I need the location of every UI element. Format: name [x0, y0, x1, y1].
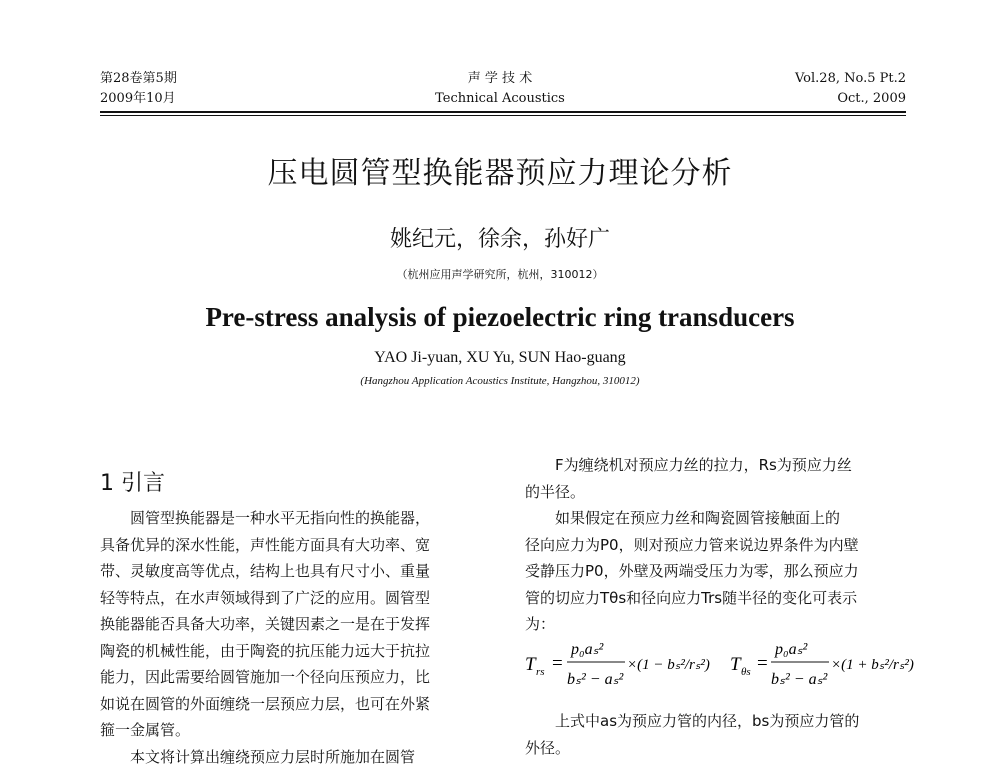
formula-factor1: ×(1 − bₛ²/rₛ²): [627, 657, 710, 673]
formula-lhs2: T: [730, 654, 742, 675]
left-line: 具备优异的深水性能，声性能方面具有大功率、宽: [100, 532, 500, 559]
journal-date: 2009年10月: [100, 90, 176, 108]
right-line: 径向应力为P0，则对预应力管来说边界条件为内壁: [525, 532, 915, 559]
right-column: [525, 452, 915, 638]
affiliation-cn: （杭州应用声学研究所，杭州，310012）: [0, 266, 1000, 282]
left-line: 圆管型换能器是一种水平无指向性的换能器，: [100, 505, 500, 532]
right-line: F为缠绕机对预应力丝的拉力，Rs为预应力丝: [525, 452, 915, 479]
formula-numerator1: p₀aₛ²: [570, 641, 605, 658]
right-line: 管的切应力Tθs和径向应力Trs随半径的变化可表示: [525, 585, 915, 612]
affiliation-en: (Hangzhou Application Acoustics Institute, Hangzhou, 310012): [0, 375, 1000, 387]
left-line: 本文将计算出缠绕预应力层时所施加在圆管: [100, 744, 500, 770]
header-rule-thin: [100, 115, 906, 116]
left-line: 陶瓷的机械性能，由于陶瓷的抗压能力远大于抗拉: [100, 638, 500, 665]
left-line: 能力，因此需要给圆管施加一个径向压预应力，比: [100, 664, 500, 691]
paper-title-cn: 压电圆管型换能器预应力理论分析: [0, 148, 1000, 192]
left-line: 如说在圆管的外面缠绕一层预应力层，也可在外紧: [100, 691, 500, 718]
header-rule-thick: [100, 111, 906, 113]
right-line: 受静压力P0，外壁及两端受压力为零，那么预应力: [525, 558, 915, 585]
formula-eq2: =: [757, 653, 768, 674]
authors-cn: 姚纪元，徐余，孙好广: [0, 222, 1000, 253]
formula-numerator2: p₀aₛ²: [774, 641, 809, 658]
formula-lhs2-sub: θs: [741, 666, 751, 678]
authors-en: YAO Ji-yuan, XU Yu, SUN Hao-guang: [0, 349, 1000, 367]
formula-denominator2: bₛ² − aₛ²: [771, 671, 829, 688]
section-heading-introduction: 1 引言: [100, 466, 165, 497]
journal-title-cn: 声 学 技 术: [0, 70, 1000, 88]
journal-date-en: Oct., 2009: [837, 90, 906, 108]
right-line: 如果假定在预应力丝和陶瓷圆管接触面上的: [525, 505, 915, 532]
left-line: 带、灵敏度高等优点，结构上也具有尺寸小、重量: [100, 558, 500, 585]
right-column-continued: [525, 708, 915, 761]
formula-factor2: ×(1 + bₛ²/rₛ²): [831, 657, 914, 673]
right-line: 为：: [525, 611, 915, 638]
formula-lhs1: T: [525, 654, 537, 675]
left-line: 轻等特点，在水声领域得到了广泛的应用。圆管型: [100, 585, 500, 612]
journal-volume-issue: 第28卷第5期: [100, 70, 177, 88]
left-line: 换能器能否具备大功率，关键因素之一是在于发挥: [100, 611, 500, 638]
formula-eq1: =: [552, 653, 563, 674]
left-line: 箍一金属管。: [100, 717, 500, 744]
paper-title-en: Pre-stress analysis of piezoelectric ring transducers: [0, 302, 1000, 333]
formula-lhs1-sub: rs: [536, 666, 545, 678]
formula-denominator1: bₛ² − aₛ²: [567, 671, 625, 688]
stress-formula: [525, 626, 925, 698]
right-line: 外径。: [525, 735, 915, 762]
right-line: 的半径。: [525, 479, 915, 506]
left-column: [100, 505, 500, 770]
right-line: 上式中as为预应力管的内径，bs为预应力管的: [525, 708, 915, 735]
journal-title-en: Technical Acoustics: [0, 90, 1000, 108]
journal-volume-en: Vol.28, No.5 Pt.2: [795, 70, 906, 88]
